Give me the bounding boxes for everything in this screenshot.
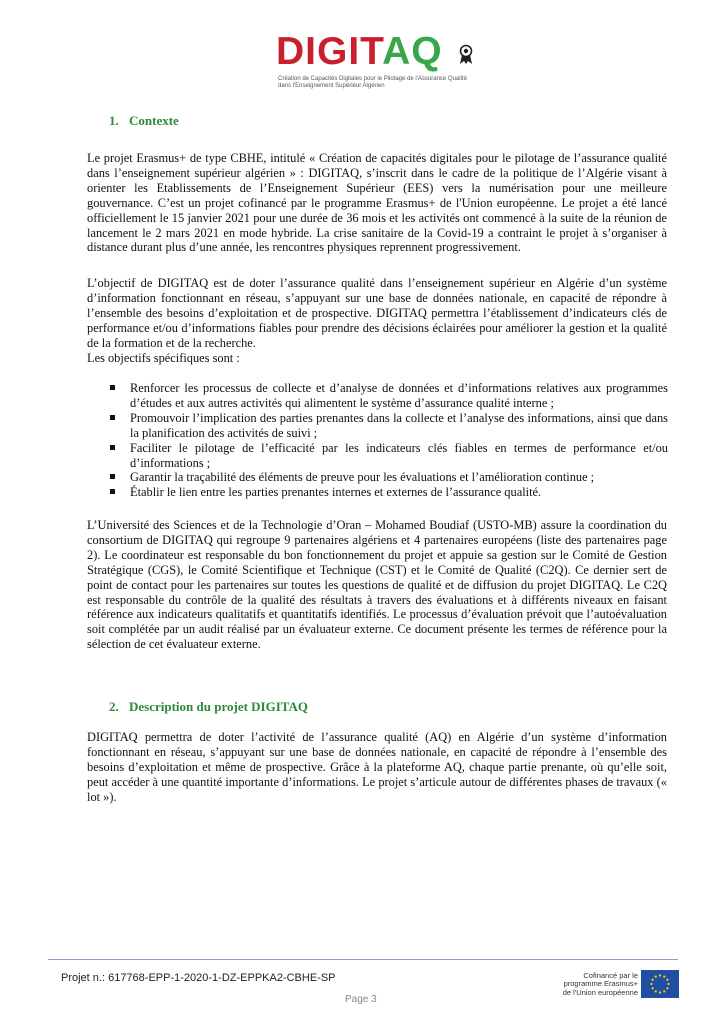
section-number: 2.: [109, 699, 119, 714]
footer-divider: [48, 959, 678, 960]
project-reference: Projet n.: 617768-EPP-1-2020-1-DZ-EPPKA2-CBHE-SP: [61, 972, 336, 984]
eu-star: [650, 983, 652, 985]
objectives-list: [110, 381, 668, 500]
eu-star: [655, 990, 657, 992]
square-bullet-icon: [110, 385, 115, 390]
list-item: [110, 441, 668, 471]
cofinance-line: de l'Union européenne: [562, 987, 638, 997]
paragraph: Le projet Erasmus+ de type CBHE, intitulé « Création de capacités digitales pour le pilotage de l’assurance qualité dans l’enseignement supérieur algérien » : DIGITAQ, s’inscrit dans le cadre de la politique de l’Algérie visant à orienter les Etablissements de l’Enseignement Supérieur (EES) vers la numérisation pour une meilleure gouvernance. C’est un projet cofinancé par le programme Erasmus+ de l'Union européenne. Le projet a été lancé officiellement le 15 janvier 2021 pour une durée de 36 mois et les activités ont commencé à la suite de la réunion de lancement le 2 mars 2021 en mode hybride. La crise sanitaire de la Covid-19 a contraint le projet à s’organiser à distance durant plus d’une année, les rencontres physiques reprennent progressivement.: [87, 151, 667, 255]
list-item: [110, 470, 668, 485]
section-heading-description: [109, 699, 308, 715]
square-bullet-icon: [110, 474, 115, 479]
list-item-text: Établir le lien entre les parties prenantes internes et externes de l’assurance qualité.: [130, 485, 542, 500]
logo-subtitle: Création de Capacités Digitales pour le Pilotage de l'Assurance Qualité dans l'Enseignement Supérieur Algérien: [278, 76, 467, 89]
cofinance-line: programme Erasmus+: [563, 979, 638, 989]
list-item-text: Renforcer les processus de collecte et d’analyse de données et d’informations relatives aux programmes d’études et aux autres activités qui alimentent le système d’assurance qualité interne ;: [130, 381, 668, 410]
eu-star: [663, 990, 665, 992]
cofinance-text: [528, 972, 638, 997]
square-bullet-icon: [110, 445, 115, 450]
list-item-text: Garantir la traçabilité des éléments de preuve pour les évaluations et l’amélioration continue ;: [130, 470, 595, 485]
eu-star: [667, 983, 669, 985]
list-item-text: Faciliter le pilotage de l’efficacité par les indicateurs clés fiables en termes de performance et/ou d’informations ;: [130, 440, 668, 470]
section-title: Description du projet DIGITAQ: [129, 699, 308, 714]
paragraph: Les objectifs spécifiques sont :: [87, 351, 240, 365]
eu-star: [663, 976, 665, 978]
square-bullet-icon: [110, 489, 115, 494]
eu-star: [659, 991, 661, 993]
eu-star: [652, 979, 654, 981]
cofinance-line: Cofinancé par le: [583, 971, 638, 980]
eu-star: [655, 976, 657, 978]
paragraph: L’Université des Sciences et de la Technologie d’Oran – Mohamed Boudiaf (USTO-MB) assure la coordination du consortium de DIGITAQ qui regroupe 9 partenaires algériens et 4 partenaires européens (liste des partenaires page 2). Le coordinateur est responsable du bon fonctionnement du projet et appuie sa gestion sur le Comité de Gestion Stratégique (CGS), le Comité Scientifique et Technique (CST) et le Comité de Qualité (C2Q). Ce dernier sert de point de contact pour les partenaires sur toutes les questions de qualité et de diffusion du projet DIGITAQ. Le C2Q est responsable du contrôle de la qualité des résultats à travers des évaluations et à différents niveaux en faisant référence aux indicateurs qualitatifs et quantitatifs identifiés. Le processus d’évaluation prévoit que l’autoévaluation soit complétée par un audit réalisé par un évaluateur externe. Ce document présente les termes de référence pour la sélection de cet évaluateur externe.: [87, 518, 667, 652]
paragraph: DIGITAQ permettra de doter l’activité de l’assurance qualité (AQ) en Algérie d’un système d’information fonctionnant en réseau, s’appuyant sur une base de données nationale, en capacité de répondre à l’ensemble des besoins d’exploitation et même de prospective. Grâce à la plateforme AQ, chaque partie prenante, où qu’elle soit, peut accéder à une quantité importante d’informations. Le projet s’articule autour de différentes phases de travaux (« lot »).: [87, 730, 667, 804]
eu-star: [666, 979, 668, 981]
section-title: Contexte: [129, 113, 179, 128]
award-badge-icon: [458, 44, 474, 66]
list-item-text: Promouvoir l’implication des parties prenantes dans la collecte et l’analyse des informations, ainsi que dans la planification des activités de suivi ;: [130, 410, 668, 440]
eu-flag-icon: [641, 970, 679, 998]
digitaq-logo: [276, 26, 476, 96]
section-heading-contexte: [109, 113, 179, 129]
logo-wordmark: [276, 30, 443, 74]
section-number: 1.: [109, 113, 119, 128]
paragraph: L’objectif de DIGITAQ est de doter l’assurance qualité dans l’enseignement supérieur en Algérie d’un système d’information fonctionnant en réseau, s’appuyant sur une base de données nationale, en capacité de répondre à l’ensemble des besoins d’exploitation et de prospective. DIGITAQ permettra l’établissement d’indicateurs clés de performance et/ou d’informations fiables pour prendre des décisions éclairées pour améliorer la gestion et la qualité de la formation et de la recherche.: [87, 276, 667, 350]
list-item: [110, 485, 668, 500]
eu-star: [659, 974, 661, 976]
square-bullet-icon: [110, 415, 115, 420]
eu-star: [652, 987, 654, 989]
page-number: Page 3: [345, 994, 377, 1005]
logo-text: DIGITAQ: [276, 30, 443, 73]
list-item: [110, 381, 668, 411]
list-item: [110, 411, 668, 441]
eu-star: [666, 987, 668, 989]
